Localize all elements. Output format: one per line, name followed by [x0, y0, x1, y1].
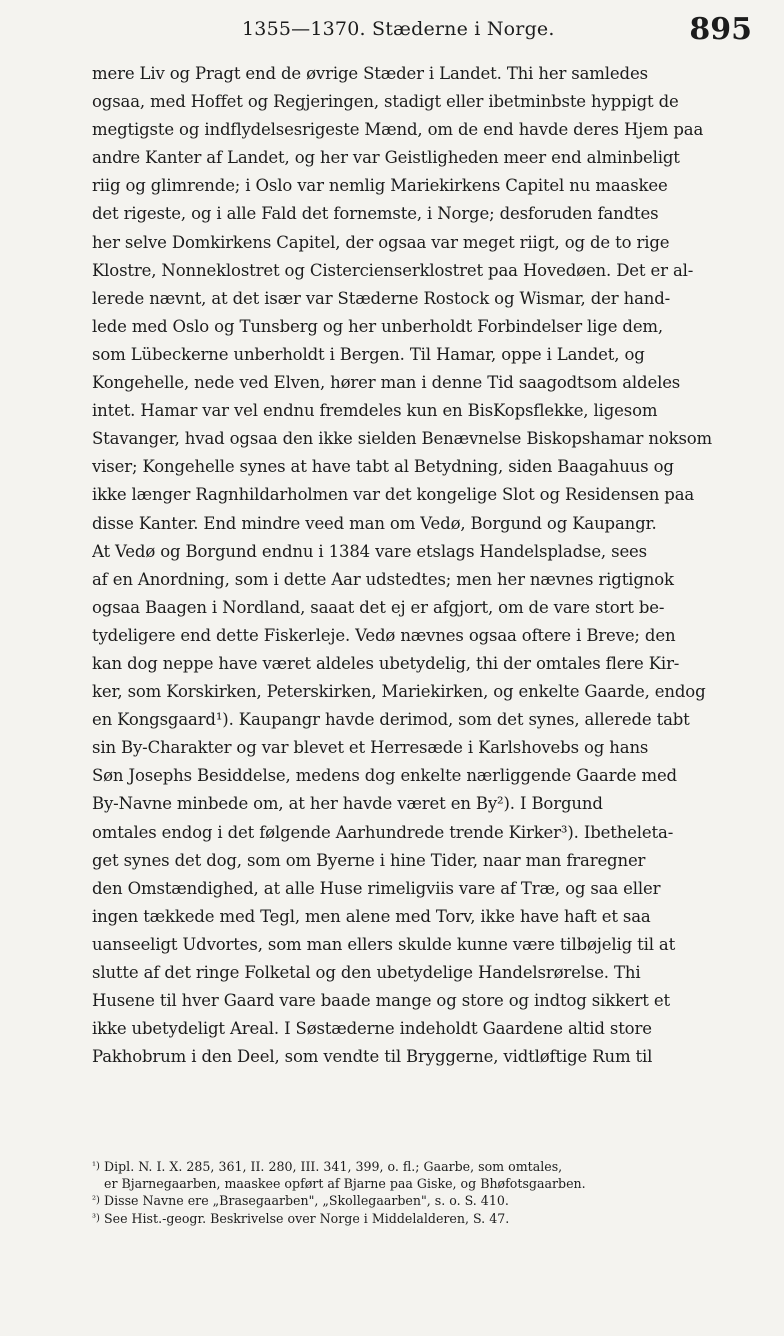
text-line: andre Kanter af Landet, og her var Geistligheden meer end alminbeligt	[92, 148, 680, 168]
text-line: Stavanger, hvad ogsaa den ikke sielden Benævnelse Biskopshamar noksom	[92, 429, 713, 449]
text-line: omtales endog i det følgende Aarhundrede trende Kirker³). Ibetheleta-	[92, 822, 674, 842]
text-line: ogsaa, med Hoffet og Regjeringen, stadigt eller ibetminbste hyppigt de	[92, 92, 679, 112]
text-line: tydeligere end dette Fiskerleje. Vedø nævnes ogsaa oftere i Breve; den	[92, 625, 676, 645]
text-line: megtigste og indflydelsesrigeste Mænd, om de end havde deres Hjem paa	[92, 120, 704, 140]
text-line: Kongehelle, nede ved Elven, hører man i denne Tid saagodtsom aldeles	[92, 373, 681, 393]
text-line: som Lübeckerne unberholdt i Bergen. Til Hamar, oppe i Landet, og	[92, 344, 645, 364]
footnote-mark: ¹)	[92, 1161, 100, 1172]
footnote-text: Disse Navne ere „Brasegaarben", „Skollegaarben", s. o. S. 410.	[104, 1193, 509, 1209]
text-line: ikke ubetydeligt Areal. I Søstæderne indeholdt Gaardene altid store	[92, 1019, 652, 1039]
footnote-mark: ²)	[92, 1195, 100, 1207]
footnotes	[92, 1158, 754, 1227]
footnote-text: er Bjarnegaarben, maaskee opført af Bjarne paa Giske, og Bhøfotsgaarben.	[104, 1176, 586, 1192]
footnote	[92, 1175, 754, 1192]
body-text	[92, 60, 754, 1071]
footnote-text: See Hist.-geogr. Beskrivelse over Norge i Middelalderen, S. 47.	[104, 1210, 510, 1226]
page-number: 895	[689, 12, 752, 47]
text-line: af en Anordning, som i dette Aar udstedtes; men her nævnes rigtignok	[92, 569, 674, 589]
text-line: mere Liv og Pragt end de øvrige Stæder i Landet. Thi her samledes	[92, 64, 648, 83]
text-line: uanseeligt Udvortes, som man ellers skulde kunne være tilbøjelig til at	[92, 934, 676, 954]
text-line: riig og glimrende; i Oslo var nemlig Mariekirkens Capitel nu maaskee	[92, 176, 668, 196]
text-line: Klostre, Nonneklostret og Cistercienserklostret paa Hovedøen. Det er al-	[92, 260, 694, 280]
text-line: ker, som Korskirken, Peterskirken, Mariekirken, og enkelte Gaarde, endog	[92, 682, 706, 702]
text-line: den Omstændighed, at alle Huse rimeligviis vare af Træ, og saa eller	[92, 878, 661, 898]
footnote	[92, 1192, 754, 1209]
text-line: By-Navne minbede om, at her havde været en By²). I Borgund	[92, 794, 603, 814]
text-line: viser; Kongehelle synes at have tabt al Betydning, siden Baagahuus og	[92, 457, 674, 477]
text-line: Husene til hver Gaard vare baade mange og store og indtog sikkert et	[92, 991, 670, 1011]
text-line: intet. Hamar var vel endnu fremdeles kun en BisKopsflekke, ligesom	[92, 401, 658, 421]
footnote	[92, 1158, 754, 1175]
text-line: lede med Oslo og Tunsberg og her unberholdt Forbindelser lige dem,	[92, 316, 664, 336]
footnote-mark: ³)	[92, 1212, 100, 1224]
text-line: det rigeste, og i alle Fald det fornemste, i Norge; desforuden fandtes	[92, 204, 659, 224]
text-line: disse Kanter. End mindre veed man om Vedø, Borgund og Kaupangr.	[92, 513, 657, 533]
text-line: her selve Domkirkens Capitel, der ogsaa var meget riigt, og de to rige	[92, 232, 670, 252]
text-line: ikke længer Ragnhildarholmen var det kongelige Slot og Residensen paa	[92, 485, 695, 505]
text-line: Søn Josephs Besiddelse, medens dog enkelte nærliggende Gaarde med	[92, 766, 677, 786]
text-line: sin By-Charakter og var blevet et Herresæde i Karlshovebs og hans	[92, 738, 649, 758]
text-line: Pakhobrum i den Deel, som vendte til Bryggerne, vidtløftige Rum til	[92, 1047, 653, 1067]
text-line: ogsaa Baagen i Nordland, saaat det ej er afgjort, om de vare stort be-	[92, 597, 665, 617]
footnote-text: Dipl. N. I. X. 285, 361, II. 280, III. 341, 399, o. fl.; Gaarbe, som omtales,	[104, 1159, 563, 1174]
text-line: ingen tækkede med Tegl, men alene med Torv, ikke have haft et saa	[92, 906, 651, 926]
text-line: lerede nævnt, at det især var Stæderne Rostock og Wismar, der hand-	[92, 288, 671, 308]
text-line: kan dog neppe have været aldeles ubetydelig, thi der omtales flere Kir-	[92, 653, 680, 673]
footnote	[92, 1210, 754, 1227]
text-line: At Vedø og Borgund endnu i 1384 vare etslags Handelspladse, sees	[92, 541, 647, 561]
text-line: get synes det dog, som om Byerne i hine Tider, naar man fraregner	[92, 850, 646, 870]
running-head	[92, 8, 752, 52]
text-line: en Kongsgaard¹). Kaupangr havde derimod, som det synes, allerede tabt	[92, 710, 690, 730]
text-line: slutte af det ringe Folketal og den ubetydelige Handelsrørelse. Thi	[92, 963, 641, 982]
running-head-title: 1355—1370. Stæderne i Norge.	[242, 18, 555, 40]
